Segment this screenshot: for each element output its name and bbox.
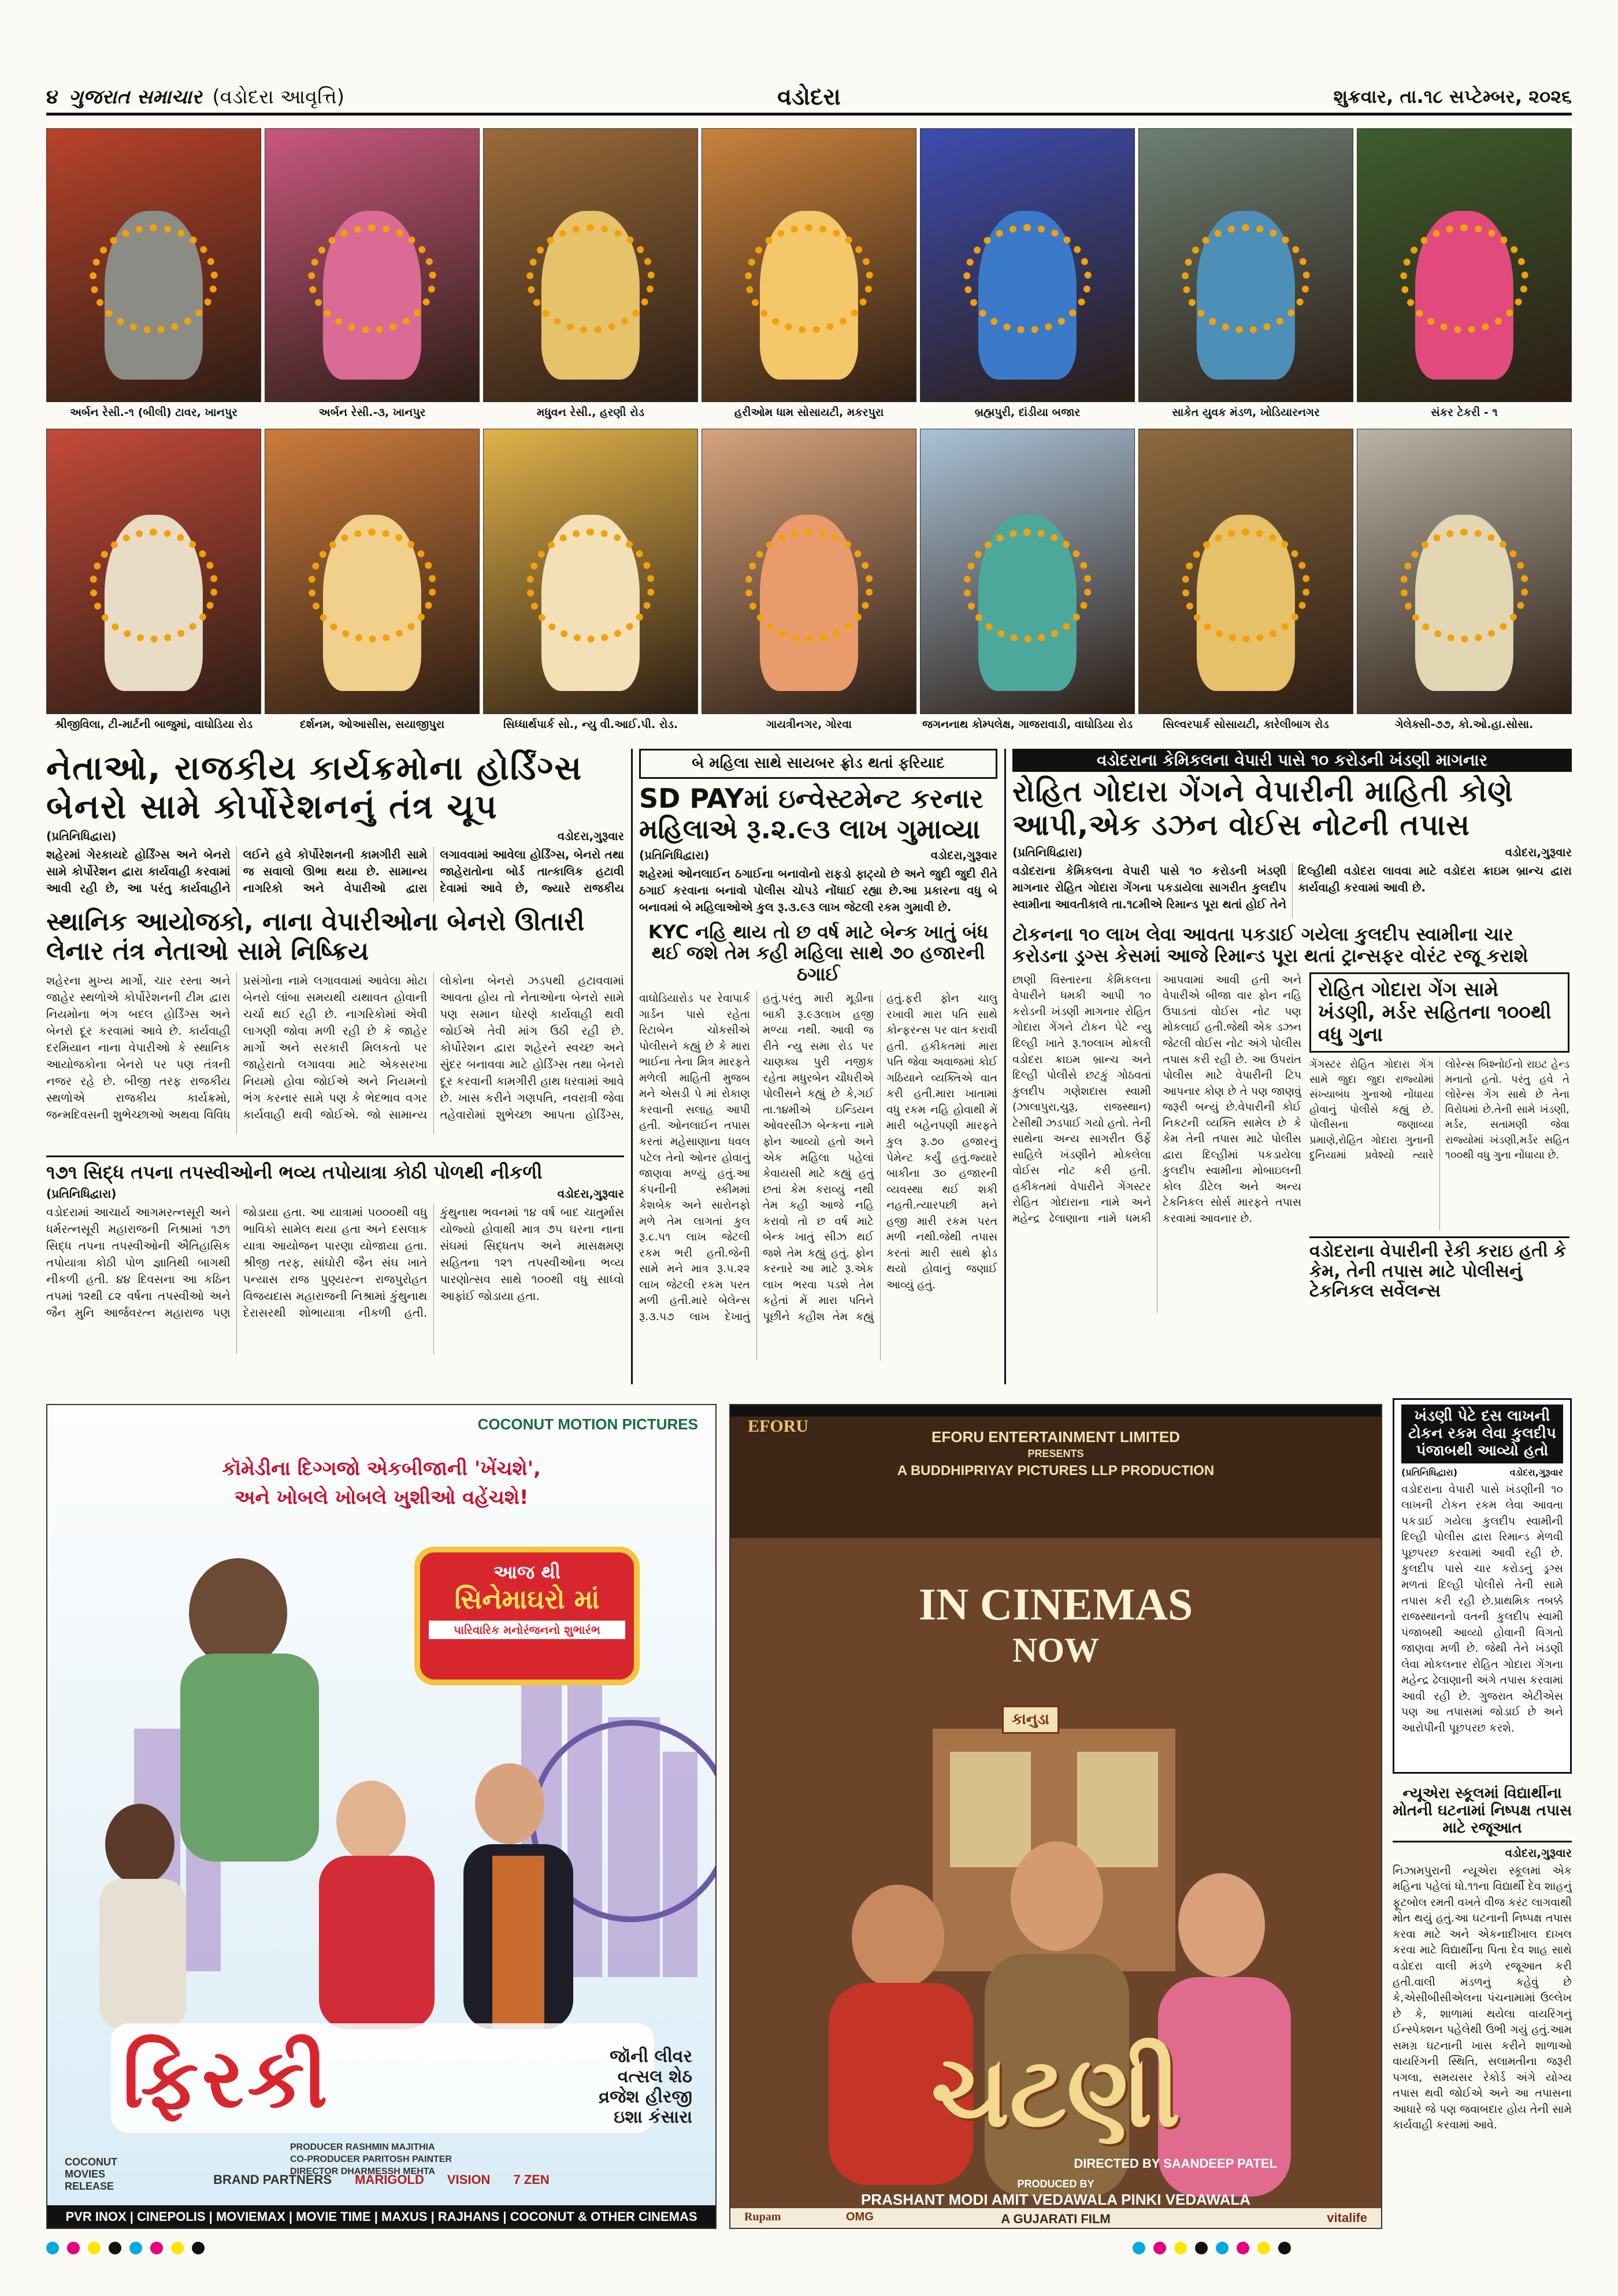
ganesh-photo — [483, 429, 698, 735]
photo-caption: દર્શનમ, ઓઆસીસ, સયાજીપુરા — [299, 718, 444, 731]
article-tapoyatra-body: વડોદરામાં આચાર્ય આગમરત્નસૂરી અને ધર્મરત્નસૂરી મહારાજની નિશ્રામાં ૧૭૧ સિદ્ધ તપના તપસ્વીઓની ઐતિહાસિક તપોયાત્રા કોઠી પોળ જ્ઞાતિથી બાગથી નીકળી હતી. ૪૪ દિવસના આ કઠિન તપમાં ૧૨થી ૮૨ વર્ષના તપસ્વીઓ અને જૈન મુનિ આર્જવરત્ન મહારાજ પણ જોડાયા હતા. આ યાત્રામાં ૫૦૦૦થી વધુ ભાવિકો સામેલ થયા હતા અને દસલાક યાત્રા આયોજન પારણા યોજાયા હતા. શ્રીજી તરફ, સાંઘોરી જૈન સંઘ ખાતે પન્યાસ રાજ પુણ્યરત્ન રાજપુરોહત વિજયદાસ મહારાજની નિશ્રામાં કુંથુનાથ દેરાસરથી શોભાયાત્રા નીકળી હતી. કુંથુનાથ ભવનમાં ૧૪ વર્ષ બાદ ચાતુર્માસ યોજ્યો હોવાથી માત્ર ૭૫ ઘરના નાના સંઘમાં સિદ્ધતપ અને માસક્ષમણ સહિતના ૧૨૧ તપસ્વીઓના ભવ્ય પારણોત્સવ સાથે ૧૦૦થી વધુ સાધ્વો આફાંઈ જોડાયા હતા. — [46, 1205, 624, 1320]
newspaper-name: ગુજરાત સમાચાર — [69, 85, 202, 109]
ad-firki-sign2: સિનેમાઘરો માં — [454, 1584, 600, 1615]
garland-icon — [308, 529, 436, 642]
ad-chatni-in-cinemas: IN CINEMAS — [918, 1579, 1193, 1629]
ad-chatni-omg-logo: OMG — [846, 2210, 874, 2223]
credit-line: PRODUCER RASHMIN MAJITHIA — [290, 2142, 435, 2152]
garland-icon — [963, 224, 1092, 333]
article-hoardings — [46, 749, 624, 1154]
garland-icon — [308, 224, 436, 333]
ganesh-idol-image — [920, 128, 1135, 402]
page-number: ૪ — [46, 85, 59, 109]
article-hoardings-lead: શહેરમાં ગેરકાયદે હોર્ડિંગ્સ અને બેનરો સામે કોર્પોરેશન દ્વારા કાર્યવાહી કરવામાં આવી રહી છે, આ પરંતુ કાર્યવાહીને લઈને હવે કોર્પોરેશનની કામગીરી સામે જ સવાલો ઊભા થયા છે. સામાન્ય નાગરિકો અને વેપારીઓ દ્વારા લગાવવામાં આવેલા હોર્ડિંગ્સ, બેનરો તથા જાહેરાતોના બોર્ડ તાત્કાલિક હટાવી દેવામાં આવે છે, જ્યારે રાજકીય — [46, 848, 624, 896]
registration-dot — [1257, 2242, 1270, 2254]
article-godara-lead: વડોદરાના કેમિકલના વેપારી પાસે ૧૦ કરોડની ખંડણી માગનાર રોહિત ગોદારા ગેંગના પકડાયેલા સાગરીત કુલદીપ સ્વામીના આવતીકાલે તા.૧૮મીએ રિમાન્ડ પૂરા થતાં હોઈ તેને દિલ્હીથી વડોદરા લાવવા માટે વડોદરા ક્રાઇમ બ્રાન્ચ દ્વારા કાર્યવાહી કરવામાં આવી છે. — [1012, 864, 1572, 912]
article-tapoyatra-dateline: વડોદરા,ગુરૂવાર — [557, 1186, 624, 1201]
ganesh-idol-image — [702, 429, 916, 714]
article-godara-dateline: વડોદરા,ગુરૂવાર — [1505, 845, 1572, 860]
photo-caption: બ્રહ્મપુરી, દાંડીયા બજાર — [974, 406, 1081, 419]
garland-icon — [1182, 529, 1310, 642]
ad-chatni-produced-label: PRODUCED BY — [1017, 2178, 1094, 2190]
ganesh-idol-image — [265, 429, 480, 714]
article-godara-subhead: ટોકનના ૧૦ લાખ લેવા આવતા પકડાઈ ગયેલા કુલદીપ સ્વામીના ચાર કરોડના ડ્રગ્સ કેસમાં આજે રિમાન્ડ પૂરા થતાં ટ્રાન્સફર વોરંટ રજૂ કરાશે — [1012, 923, 1528, 967]
article-hoardings-headline: નેતાઓ, રાજકીય કાર્યક્રમોના હોર્ડિંગ્સ બેનરો સામે કોર્પોરેશનનું તંત્ર ચૂપ — [46, 749, 583, 826]
registration-dot — [88, 2242, 101, 2254]
article-sdpay-body: વાઘોડિયારોડ પર રેવાપાર્ક ગાર્ડન પાસે રહેતા રિટાબેન ચોકસીએ પોલીસને કહ્યું છે કે મારા ભાઈના તેના મિત્ર મારફતે મળેલી માહિતી મુજબ મને એસડી પે માં રોકાણ કરવાની સલાહ આપી હતી. ઓનલાઈન તપાસ કરતાં મહેસાણાના ધવલ પટેલ તેનો ઓનર હોવાનું જાણવા મળ્યું હતું.આ કંપનીની સ્કીમમાં કેશબેક અને સારોનફો મળે તેમ લાગતાં કુલ રૂ.૮.૫૧ લાખ જેટલી રકમ ભરી હતી.જેની સામે મને માત્ર રૂ.૫.૨૨ લાખ જેટલી રકમ પરત મળી હતી.મારે બેલેન્સ રૂ.૩.૫૭ લાખ દેખાતું હતું.પરંતુ મારી મૂડીના બાકી રૂ.૯૩લાખ હજી મળ્યા નથી. આવી જ રીતે ન્યુ સમા રોડ પર ચાણક્ય પુરી નજીક રહેતા મધુરબેન ચૌધરીએ પોલીસને કહ્યું છે કે,ગઈ તા.૧૪મીએ ઇન્ડિયન ઓવરસીઝ બેન્કના નામે ફોન આવ્યો હતો અને એક મહિલા પહેલાં કેવાયસી માટે કહ્યું હતું છતાં કેમ કરાવ્યું નથી તેમ કહી આજે નહિ કરાવો તો છ વર્ષ માટે બેન્ક ખાતું સીઝ થઈ જશે તેમ કહ્યું હતું. ફોન કરનારે આ માટે રૂ.એક લાખ ભરવા પડશે તેમ કહેતાં મેં મારા પતિને પૂછીને કહીશ તેમ કહ્યું હતું.ફરી ફોન ચાલુ રખાવી મારા પતિ સાથે કોન્ફરન્સ પર વાત કરાવી હતી. હકીકતમાં મારા પતિ જેવા અવાજમાં કોઈ ગઠિયાને વ્યક્તિએ વાત કરી હતી.મારા ખાતામાં વધુ રકમ નહિ હોવાથી મેં મારી બહેનપણી મારફતે કુલ રૂ.૭૦ હજારનું પેમેન્ટ કર્યું હતું.જ્યારે બાકીના ૩૦ હજારની વ્યવસ્થા થઈ શકી નહતી.ત્યારપછી મને હજી મારી રકમ પરત મળી નથી.જેથી તપાસ કરતાં મારી સાથે ફ્રોડ થયો હોવાનું જણાઈ આવ્યું હતું. — [639, 992, 997, 1323]
ad-chatni-production: A BUDDHIPRIYAY PICTURES LLP PRODUCTION — [897, 1463, 1215, 1478]
cast-name: જૉની લીવર — [610, 2046, 692, 2067]
ganesh-photo — [265, 128, 480, 423]
ganesh-photo — [483, 128, 698, 423]
registration-dot — [1153, 2242, 1166, 2254]
photo-caption: સાકેત યુવક મંડળ, ખોડિયારનગર — [1172, 406, 1320, 419]
box-token-dateline: વડોદરા,ગુરૂવાર — [1509, 1466, 1563, 1478]
credit-line: DIRECTOR DHARMESSH MEHTA — [290, 2166, 435, 2176]
article-sdpay-byline: (પ્રતિનિધિદ્વારા) — [639, 848, 710, 862]
ad-firki — [46, 1404, 717, 2229]
ad-firki-cast — [599, 2046, 692, 2127]
ganesh-idol-image — [920, 429, 1135, 714]
box-token-headline: ખંડણી પેટે દસ લાખની ટોકન રકમ લેવા કુલદીપ પંજાબથી આવ્યો હતો — [1401, 1405, 1563, 1463]
registration-dot — [150, 2242, 163, 2254]
ad-chatni-rupam-logo: Rupam — [744, 2210, 781, 2223]
photo-caption: સિલ્વરપાર્ક સોસાયટી, કારેલીબાગ રોડ — [1163, 718, 1329, 731]
ganesh-photo-strip-top — [46, 128, 1572, 423]
garland-icon — [90, 529, 218, 642]
ad-chatni-producers: PRASHANT MODI AMIT VEDAWALA PINKI VEDAWALA — [860, 2191, 1251, 2208]
ad-firki-release: COCONUT MOVIES RELEASE — [65, 2156, 117, 2192]
article-hoardings-subhead: સ્થાનિક આયોજકો, નાના વેપારીઓના બેનરો ઊતારી લેનાર તંત્ર નેતાઓ સામે નિષ્ક્રિય — [46, 907, 585, 966]
registration-dot — [109, 2242, 121, 2254]
article-sdpay-lead: શહેરમાં ઓનલાઈન ઠગાઈના બનાવોનો રાફડો ફાટ્યો છે અને જુદી જુદી રીતે ઠગાઈ કરવાના બનાવો પોલીસ ચોપડે નોંધાઈ રહ્યા છે.આ પ્રકારના વધુ બે બનાવમાં બે મહિલાઓએ કુલ રૂ.૩.૯૩ લાખ જેટલી રકમ ગુમાવી છે. — [639, 866, 997, 914]
registration-dot — [46, 2242, 59, 2254]
column-rule — [1004, 749, 1006, 1384]
box-godara-cases — [1309, 972, 1569, 1053]
ad-chatni-studio: EFORU ENTERTAINMENT LIMITED — [932, 1428, 1180, 1446]
article-sdpay-subhead: KYC નહિ થાય તો છ વર્ષ માટે બેન્ક ખાતું બંધ થઈ જશે તેમ કહી મહિલા સાથે ૭૦ હજારની ઠગાઈ — [648, 920, 989, 986]
registration-dot — [1216, 2242, 1229, 2254]
registration-dot — [171, 2242, 184, 2254]
garland-icon — [1400, 529, 1528, 642]
cast-name: વત્સલ શેઠ — [617, 2067, 692, 2087]
ganesh-idol-image — [1357, 429, 1572, 714]
ad-chatni — [729, 1404, 1382, 2229]
photo-caption: સંકર ટેકરી - ૧ — [1431, 406, 1498, 419]
ganesh-photo — [46, 128, 261, 423]
registration-dot — [1174, 2242, 1187, 2254]
garland-icon — [1400, 224, 1528, 333]
garland-icon — [526, 224, 655, 333]
ganesh-idol-image — [1138, 128, 1353, 402]
ad-chatni-vitalife-logo: vitalife — [1327, 2210, 1367, 2225]
ad-chatni-logo: EFORU — [748, 1417, 808, 1436]
garland-icon — [745, 529, 873, 642]
photo-caption: અર્બન રેસી.-૩, ખાનપુર — [318, 406, 426, 419]
ganesh-idol-image — [46, 128, 261, 402]
article-tapoyatra-byline: (પ્રતિનિધિદ્વારા) — [46, 1186, 117, 1201]
article-sdpay-dateline: વડોદરા,ગુરૂવાર — [930, 848, 997, 862]
garland-icon — [963, 529, 1092, 642]
photo-caption: જગનનાથ કોમ્પલેક્ષ, ગાજરાવાડી, વાઘોડિયા રોડ — [922, 718, 1133, 731]
ganesh-photo — [265, 429, 480, 735]
credit-line: CO-PRODUCER PARITOSH PAINTER — [290, 2154, 452, 2164]
box-token — [1393, 1398, 1572, 1774]
registration-dot — [1278, 2242, 1291, 2254]
box-token-byline: (પ્રતિનિધિદ્વારા) — [1401, 1466, 1458, 1478]
partner-logo: 7 ZEN — [513, 2172, 550, 2187]
ganesh-photo — [1138, 429, 1353, 735]
registration-dot — [1237, 2242, 1249, 2254]
page-masthead — [46, 81, 1572, 116]
box-school-dateline: વડોદરા,ગુરૂવાર — [1505, 1845, 1572, 1860]
registration-dot — [1195, 2242, 1208, 2254]
article-tapoyatra-headline: ૧૭૧ સિદ્ધ તપના તપસ્વીઓની ભવ્ય તપોયાત્રા કોઠી પોળથી નીકળી — [46, 1161, 543, 1183]
ganesh-idol-image — [46, 429, 261, 714]
photo-caption: મધુવન રેસી., હરણી રોડ — [536, 406, 645, 419]
article-godara-kicker: વડોદરાના કેમિકલના વેપારી પાસે ૧૦ કરોડની ખંડણી માગનાર — [1012, 749, 1572, 772]
ganesh-photo — [1357, 429, 1572, 735]
ganesh-photo — [1138, 128, 1353, 423]
ad-firki-title: ફિરકી — [123, 2032, 331, 2126]
registration-dot — [1133, 2242, 1145, 2254]
garland-icon — [90, 224, 218, 333]
ganesh-idol-image — [483, 429, 698, 714]
photo-caption: ગાયત્રીનગર, ગોરવા — [766, 718, 852, 731]
garland-icon — [1182, 224, 1310, 333]
article-hoardings-byline: (પ્રતિનિધિદ્વારા) — [46, 829, 117, 844]
article-hoardings-dateline: વડોદરા,ગુરૂવાર — [557, 829, 624, 844]
registration-marks — [1133, 2242, 1291, 2254]
box-token-body: વડોદરાના વેપારી પાસે ખંડણીની ૧૦ લાખની ટોકન રકમ લેવા આવતા પકડાઈ ગયેલા કુલદીપ સ્વામીની દિલ્હી પોલીસ દ્વારા રિમાન્ડ મેળવી પૂછપરછ કરવામાં આવી રહી છે. કુલદીપ પાસે ચાર કરોડનું ડ્રગ્સ મળતાં દિલ્હી પોલીસે તેની સામે તપાસ કરી રહી છે.પ્રાથમિક તબક્કે રાજસ્થાનનો વતની કુલદીપ સ્વામી પંજાબથી આવ્યો હોવાની વિગતો જાણવા મળી છે. જેથી તેને ખંડણી લેવા મોકલનાર રોહિત ગોદારા ગેંગના મહેન્દ્ર ઢેલાણાની અંગે તપાસ કરવામાં આવી રહી છે. ગુજરાત એટીએસ પણ આ તપાસમાં જોડાઈ છે અને આરોપીની પૂછપરછ કરશે. — [1401, 1483, 1563, 1734]
box-godara-headline: રોહિત ગોદારા ગેંગ સામે ખંડણી, મર્ડર સહિતના ૧૦૦થી વધુ ગુના — [1318, 978, 1552, 1046]
ad-chatni-presents: PRESENTS — [1027, 1448, 1084, 1459]
ganesh-idol-image — [1357, 128, 1572, 402]
edition-label: (વડોદરા આવૃત્તિ) — [212, 85, 345, 109]
box-reki-headline: વડોદરાના વેપારીની રેકી કરાઇ હતી કે કેમ, તેની તપાસ માટે પોલીસનું ટેકનિકલ સર્વેલન્સ — [1309, 1236, 1569, 1302]
partners-label: BRAND PARTNERS — [213, 2172, 332, 2187]
article-hoardings-body: શહેરના મુખ્ય માર્ગો, ચાર રસ્તા અને જાહેર સ્થળોએ કોર્પોરેશનની ટીમ દ્વારા નિયમોના ભંગ બદલ હોર્ડિંગ્સ અને બેનરો દૂર કરવામાં આવે છે. કાર્યવાહી દરમિયાન નાના વેપારીઓ કે સ્થાનિક આયોજકોના બેનરો પર પણ તંત્રની નજર રહે છે. બીજી તરફ રાજકીય સ્થળોએ રાજકીય કાર્યક્રમો, જન્મદિવસની શુભેચ્છાઓ અથવા વિવિધ પ્રસંગોના નામે લગાવવામાં આવેલા મોટા બેનરો લાંબા સમયથી યથાવત હોવાની ચર્ચા થઈ રહી છે. નાગરિકોમાં એવી લાગણી જોવા મળી રહી છે કે જાહેર માર્ગો અને સરકારી મિલકતો પર જાહેરાતો લગાવવા માટે એકસરખા નિયમો હોવા જોઈએ અને નિયમનો ભંગ કરનાર સામે પણ કે ભેદભાવ વગર કાર્યવાહી થવી જોઈએ. જો સામાન્ય લોકોના બેનરો ઝડપથી હટાવવામાં આવતા હોય તો નેતાઓના બેનરો સામે પણ સમાન ધોરણે કાર્યવાહી થવી જોઈએ તેવી માંગ ઉઠી રહી છે. કોર્પોરેશન દ્વારા શહેરને સ્વચ્છ અને સુંદર બનાવવા માટે હોર્ડિંગ્સ તથા બેનરો દૂર કરવાની કામગીરી હાથ ધરવામાં આવે છે. ખાસ કરીને ગણપતિ, નવરાત્રી જેવા તહેવારોમાં શુભેચ્છા આપતા હોર્ડિંગ્સ, — [46, 973, 624, 1121]
article-sdpay-kicker: બે મહિલા સાથે સાયબર ફ્રોડ થતાં ફરિયાદ — [639, 749, 997, 779]
article-godara-byline: (પ્રતિનિધિદ્વારા) — [1012, 845, 1083, 860]
ganesh-photo-strip-bottom — [46, 429, 1572, 735]
ad-chatni-footer: A GUJARATI FILM — [1001, 2212, 1111, 2226]
registration-marks — [46, 2242, 205, 2254]
ad-chatni-shop-sign: કાનુડા — [1002, 1706, 1059, 1734]
box-school — [1393, 1785, 1572, 2229]
ad-firki-tagline2: અને ખોબલે ખોબલે ખુશીઓ વહેંચશે! — [234, 1486, 529, 1509]
partner-logo: MARIGOLD — [355, 2172, 424, 2187]
ad-firki-sign1: આજ થી — [493, 1561, 561, 1583]
column-rule — [631, 749, 633, 1384]
photo-caption: હરીઓમ ધામ સોસાયટી, મકરપુરા — [734, 406, 884, 419]
article-sdpay-headline: SD PAYમાં ઇન્વેસ્ટમેન્ટ કરનાર મહિલાએ રૂ.૨.૯૩ લાખ ગુમાવ્યા — [639, 782, 984, 845]
registration-dot — [129, 2242, 142, 2254]
garland-icon — [745, 224, 873, 333]
city-label: વડોદરા — [777, 83, 841, 110]
ganesh-photo — [920, 128, 1135, 423]
registration-dot — [192, 2242, 205, 2254]
ad-chatni-director: DIRECTED BY SAANDEEP PATEL — [1074, 2156, 1277, 2171]
date-label: શુક્રવાર, તા.૧૮ સપ્ટેમ્બર, ૨૦૨૬ — [1333, 86, 1572, 107]
box-godara-body: ગેંગસ્ટર રોહિત ગોદારા ગેંગ સામે જુદા જુદા રાજ્યોમાં સંખ્યાબંધ ગુનાઓ નોંધાયા હોવાનું પોલીસે કહ્યું છે. પોલીસના જણાવ્યા પ્રમાણે,રોહિત ગોદારા ગુનાની દુનિયામાં પ્રવેશ્યો ત્યારે લોરેન્સ બિશ્નોઈનો રાઇટ હેન્ડ મનાતો હતો. પરંતુ હવે તે લોરેન્સ ગેંગ સાથે છે તેના વિરોધમાં છે.તેની સામે ખંડણી, મર્ડર, સતામણી જેવા રાજ્યોમાં ખંડણી,મર્ડર સહિત ૧૦૦થી વધુ ગુના નોંધાયા છે. — [1309, 1058, 1569, 1161]
article-sdpay — [639, 749, 997, 1384]
ad-firki-partners — [47, 2172, 715, 2187]
article-godara-headline: રોહિત ગોદારા ગેંગને વેપારીની માહિતી કોણે આપી,એક ડઝન વોઈસ નોટની તપાસ — [1012, 775, 1513, 842]
photo-caption: અર્બન રેસી.-૧ (બીલી) ટાવર, ખાનપુર — [69, 406, 237, 419]
ganesh-photo — [46, 429, 261, 735]
photo-caption: શ્રીજીવિલા, ટી-માર્ટની બાજુમાં, વાઘોડિયા રોડ — [54, 718, 253, 731]
ganesh-idol-image — [702, 128, 916, 402]
photo-caption: સિધ્ધાર્થપાર્ક સો., ન્યુ વી.આઈ.પી. રોડ. — [503, 718, 678, 731]
photo-caption: ગેલેક્સી-૭૭, કો.ઓ.હા.સોસા. — [1395, 718, 1534, 731]
ganesh-photo — [1357, 128, 1572, 423]
ad-chatni-title: ચટણી — [931, 2035, 1181, 2149]
box-school-body: નિઝામપુરાની ન્યૂએરા સ્કૂલમાં એક મહિના પહેલાં ધો.૧૧ના વિદ્યાર્થી દેવ શાહનું ફૂટબોલ રમતી વખતે વીજ કરંટ લાગવાથી મોત થયું હતું.આ ઘટનાની નિષ્પક્ષ તપાસ કરવા માટે અને એકનાદીખાલ દાખલ કરવા માટે વિદ્યાર્થીના પિતા દેવ શાહ સાથે વડોદરા વાલી મંડળે રજૂઆત કરી હતી.વાલી મંડળનું કહેવું છે કે,એસીબીસીએલના પંચનામામાં ઉલ્લેખ છે કે, શાળામાં થયેલા વાયરિંગનું ઈન્સ્પેક્શન પહેલેથી ઉભી ગયું હતું.આમ સમગ્ર ઘટનાની ખાસ કરીને શાળાઓ વાયરિંગની સ્થિતિ, સલામતીના જરૂરી પગલા, સમયસર રેકોર્ડ અંગે યોગ્ય તપાસ થવી જોઈએ અને આ તપાસના આધારે જે પણ જવાબદાર હોય તેની સામે કાર્યવાહી કરવામાં આવે. — [1393, 1864, 1572, 2132]
garland-icon — [526, 529, 655, 642]
ad-firki-sign3: પારિવારિક મનોરંજનનો શુભારંભ — [429, 1621, 625, 1639]
ganesh-idol-image — [1138, 429, 1353, 714]
ad-firki-brand: COCONUT MOTION PICTURES — [477, 1416, 698, 1433]
cast-name: ઇશા કંસારા — [614, 2107, 692, 2127]
ganesh-idol-image — [265, 128, 480, 402]
ganesh-idol-image — [483, 128, 698, 402]
ganesh-photo — [920, 429, 1135, 735]
registration-dot — [67, 2242, 80, 2254]
article-godara — [1012, 749, 1572, 1384]
partner-logo: VISION — [447, 2172, 491, 2187]
ganesh-photo — [702, 128, 916, 423]
ad-firki-tagline1: કૉમેડીના દિગ્ગજો એકબીજાની 'ખેંચશે', — [222, 1457, 541, 1480]
cast-name: વ્રજેશ હીરજી — [599, 2087, 692, 2107]
ad-firki-cinemas: PVR INOX | CINEPOLIS | MOVIEMAX | MOVIE TIME | MAXUS | RAJHANS | COCONUT & OTHER CINEMAS — [65, 2209, 697, 2224]
article-godara-body: છાણી વિસ્તારના કેમિકલના વેપારીને ધમકી આપી ૧૦ કરોડની ખંડણી માગનાર રોહિત ગોદારા ગેંગને ટોકન પેટે ન્યુ દિલ્હી ખાતે રૂ.૧૦લાખ મોકલી વડોદરા ક્રાઇમ બ્રાન્ચ અને દિલ્હી પોલીસે છટકું ગોઠવતાં કુલદીપ ગણેશદાસ સ્વામી (ઝાલાપુરા,ચુરૂ, રાજસ્થાન) ટેસીથી ઝડપાઈ ગયો હતો. તેની સાથેના અન્ય સાગરીત ઉર્ફે સાહિલે ખંડણીને મોકલેલા વોઈસ નોટ કરી હતી. હકીકતમાં વેપારીને ગેંગસ્ટર રોહિત ગોદારાના નામે અને મહેન્દ્ર ઢેલાણાના નામે ધમકી આપવામાં આવી હતી અને વેપારીએ બીજા વાર ફોન નહિ ઉપાડતાં વોઈસ નોટ પણ મોકલાઈ હતી.જેથી એક ડઝન જેટલી વોઈસ નોટ અંગે પોલીસ તપાસ કરી રહી છે. આ ઉપરાંત પોલીસ માટે વેપારીની ટિપ આપનાર કોણ છે તે પણ જાણવું જરૂરી બન્યું છે.વેપારીની કોઈ નિકટની વ્યક્તિ સામેલ છે કે કેમ તેની તપાસ માટે પોલીસ દ્વારા દિલ્હીમાં પકડાયેલા કુલદીપ સ્વામીના મોબાઇલની કોલ ડીટેલ અને અન્ય ટેકનિકલ સોર્સ મારફતે તપાસ કરવામાં આવનાર છે. — [1012, 973, 1301, 1225]
box-school-headline: ન્યૂએરા સ્કૂલમાં વિદ્યાર્થીના મોતની ઘટનામાં નિષ્પક્ષ તપાસ માટે રજૂઆત — [1393, 1785, 1572, 1842]
article-tapoyatra — [46, 1156, 624, 1364]
ganesh-photo — [702, 429, 916, 735]
ad-chatni-now: NOW — [1012, 1631, 1099, 1669]
